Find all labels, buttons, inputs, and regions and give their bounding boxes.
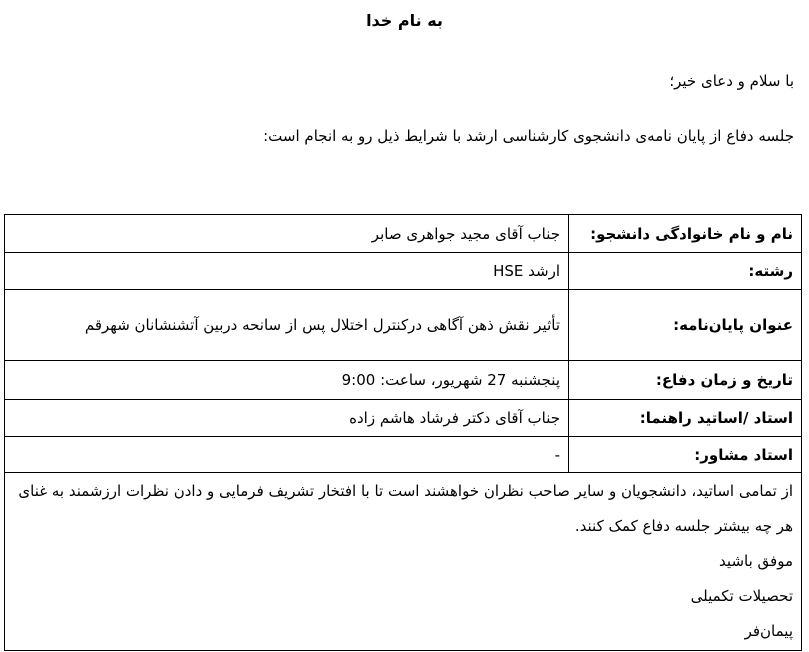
intro-text: جلسه دفاع از پایان نامه‌ی دانشجوی کارشناسی ارشد با شرایط ذیل رو به انجام است: (263, 127, 794, 145)
table-row-field (5, 253, 802, 290)
advisor-value: - (5, 437, 569, 473)
table-row-student (5, 215, 802, 253)
defense-datetime-label: تاریخ و زمان دفاع: (569, 361, 802, 400)
defense-info-table (4, 214, 802, 651)
page-title: به نام خدا (366, 11, 443, 30)
student-name-value: جناب آقای مجید جواهری صابر (5, 215, 569, 253)
thesis-title-value: تأثیر نقش ذهن آگاهی درکنترل اختلال پس از سانحه دربین آتشنشانان شهرقم (5, 290, 569, 361)
invitation-text: از تمامی اساتید، دانشجویان و سایر صاحب نظران خواهشند است تا با افتخار تشریف فرمایی و دادن نظرات ارزشمند به غنای هر چه بیشتر جلسه دفاع کمک کنند. (18, 482, 793, 535)
field-value: ارشد HSE (5, 253, 569, 290)
table-row-advisor (5, 437, 802, 473)
table-row-datetime (5, 361, 802, 400)
student-name-label: نام و نام خانوادگی دانشجو: (569, 215, 802, 253)
supervisor-value: جناب آقای دکتر فرشاد هاشم زاده (5, 400, 569, 437)
office-text: تحصیلات تکمیلی (690, 587, 793, 605)
footer-cell (5, 473, 802, 651)
thesis-title-label: عنوان پایان‌نامه: (569, 290, 802, 361)
defense-datetime-value: پنجشنبه 27 شهریور، ساعت: 9:00 (5, 361, 569, 400)
greeting-text: با سلام و دعای خیر؛ (669, 72, 794, 90)
field-label: رشته: (569, 253, 802, 290)
signature-text: پیمان‌فر (744, 622, 793, 640)
table-row-footer (5, 473, 802, 651)
supervisor-label: استاد /اساتید راهنما: (569, 400, 802, 437)
table-row-thesis-title (5, 290, 802, 361)
table-row-supervisor (5, 400, 802, 437)
closing-text: موفق باشید (719, 552, 793, 570)
advisor-label: استاد مشاور: (569, 437, 802, 473)
